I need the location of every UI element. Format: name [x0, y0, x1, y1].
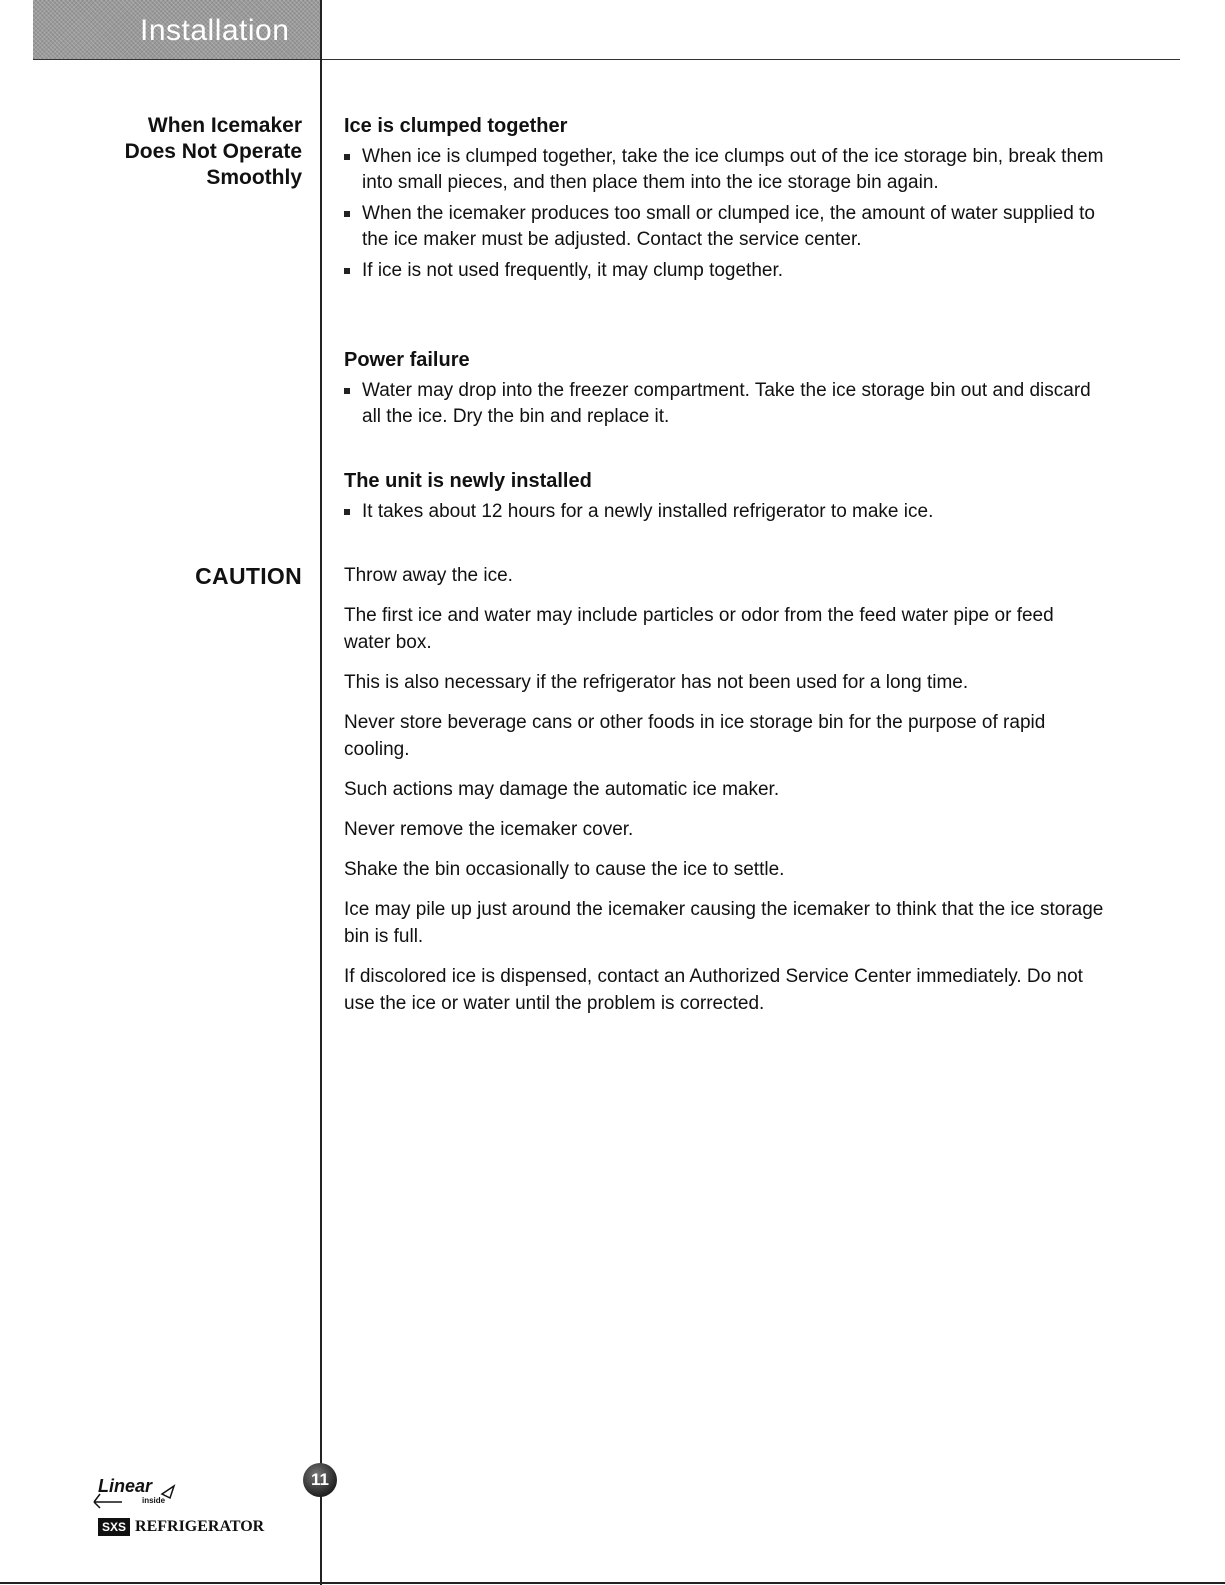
footer-divider: [0, 1582, 1225, 1584]
section-title: The unit is newly installed: [344, 470, 592, 492]
header-divider: [33, 59, 1180, 60]
sidebar-heading-line: When Icemaker: [147, 114, 302, 137]
section-ice-clumped: [344, 115, 1104, 289]
caution-paragraph: Never store beverage cans or other foods in ice storage bin for the purpose of rapid cooling.: [344, 712, 1046, 760]
sidebar-heading-line: Does Not Operate: [124, 140, 302, 163]
sidebar-heading: [82, 113, 302, 191]
caution-paragraph: Ice may pile up just around the icemaker causing the icemaker to think that the ice storage bin is full.: [344, 899, 1104, 947]
caution-paragraph: Never remove the icemaker cover.: [344, 819, 634, 840]
column-divider: [320, 0, 322, 1585]
bullet-item: When the icemaker produces too small or clumped ice, the amount of water supplied to the ice maker must be adjusted. Contact the service center.: [344, 201, 1104, 253]
logo-sxs-badge: SXS: [98, 1518, 130, 1536]
bullet-item: When ice is clumped together, take the ice clumps out of the ice storage bin, break them into small pieces, and then place them into the ice storage bin again.: [344, 144, 1104, 196]
section-title: Power failure: [344, 349, 470, 371]
logo-inside-text: inside: [142, 1496, 166, 1505]
bullet-list: [344, 378, 1104, 430]
page-section-title: Installation: [140, 14, 290, 47]
caution-label: CAUTION: [195, 563, 302, 589]
logo-linear-text: Linear: [98, 1476, 153, 1496]
bullet-list: [344, 144, 1104, 284]
caution-paragraph: If discolored ice is dispensed, contact an Authorized Service Center immediately. Do not use the ice or water until the problem is corrected.: [344, 966, 1083, 1014]
caution-paragraph: The first ice and water may include particles or odor from the feed water pipe or feed water box.: [344, 605, 1054, 653]
section-newly-installed: [344, 470, 1104, 530]
caution-text: [344, 562, 1104, 1030]
bullet-item: Water may drop into the freezer compartment. Take the ice storage bin out and discard all the ice. Dry the bin and replace it.: [344, 378, 1104, 430]
page-number-badge: 11: [303, 1463, 337, 1497]
bullet-item: It takes about 12 hours for a newly installed refrigerator to make ice.: [344, 499, 1104, 525]
bullet-list: [344, 499, 1104, 525]
caution-paragraph: This is also necessary if the refrigerator has not been used for a long time.: [344, 672, 969, 693]
logo-product-line: [98, 1518, 264, 1536]
bullet-item: If ice is not used frequently, it may clump together.: [344, 258, 1104, 284]
section-title: Ice is clumped together: [344, 115, 568, 137]
brand-logo: [92, 1476, 272, 1546]
caution-paragraph: Shake the bin occasionally to cause the ice to settle.: [344, 859, 785, 880]
sidebar-heading-line: Smoothly: [206, 166, 302, 189]
caution-paragraph: Throw away the ice.: [344, 565, 513, 586]
logo-product-name: REFRIGERATOR: [135, 1518, 265, 1535]
caution-paragraph: Such actions may damage the automatic ice maker.: [344, 779, 780, 800]
section-power-failure: [344, 349, 1104, 435]
